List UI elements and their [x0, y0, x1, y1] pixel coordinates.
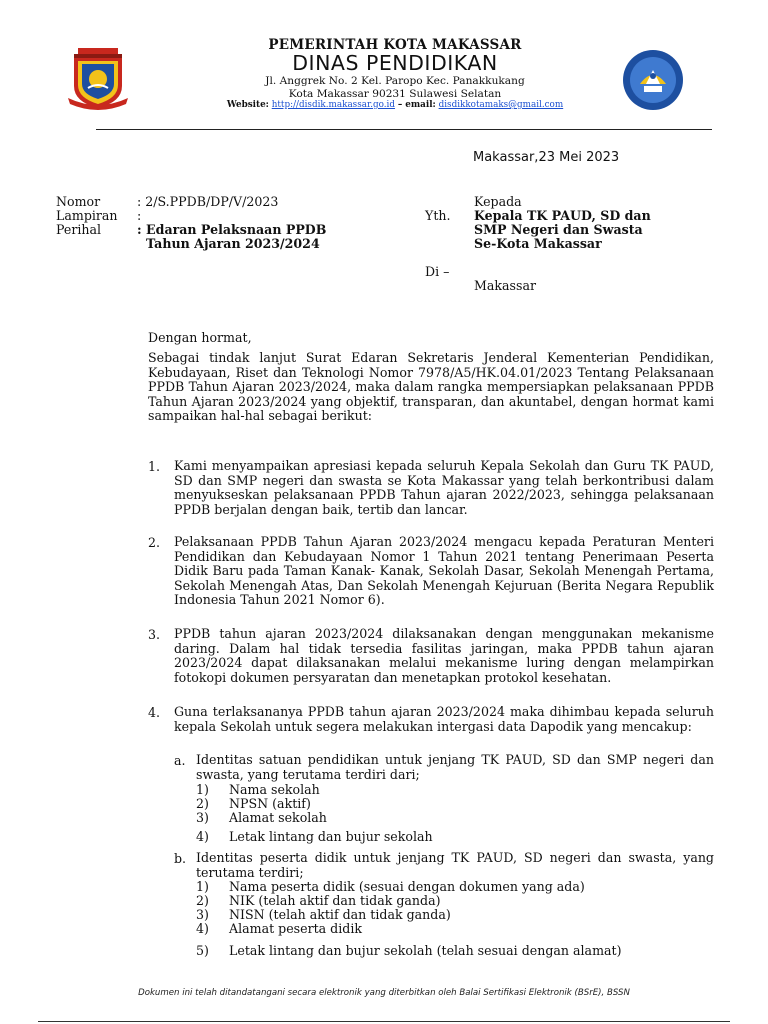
- perihal-value-line-1: : Edaran Pelaksnaan PPDB: [137, 222, 327, 237]
- sub-b-point-3-number: 3): [196, 907, 209, 922]
- recipient-city: Makassar: [474, 278, 536, 293]
- sub-a-point-1-number: 1): [196, 782, 209, 797]
- item-3-text: PPDB tahun ajaran 2023/2024 dilaksanakan dengan menggunakan mekanisme daring. Dalam hal tidak tersedia fasilitas jaringan, maka PPDB tahun ajaran 2023/2024 dapat dilaksanakan melalui mekanisme luring dengan melampirkan fotokopi dokumen persyaratan dan menetapkan protokol kesehatan.: [174, 626, 714, 685]
- email-label: – email:: [397, 100, 436, 110]
- sub-b-point-5-number: 5): [196, 943, 209, 958]
- sub-a-letter: a.: [174, 753, 186, 768]
- item-1-text: Kami menyampaikan apresiasi kepada seluruh Kepala Sekolah dan Guru TK PAUD, SD dan SMP negeri dan swasta se Kota Makassar yang telah berkontribusi dalam menyukseskan pelaksanaan PPDB Tahun ajaran 2022/2023, sehingga pelaksanaan PPDB berjalan dengan baik, tertib dan lancar.: [174, 458, 714, 517]
- government-name: PEMERINTAH KOTA MAKASSAR: [268, 37, 522, 53]
- footer-divider: [38, 1021, 730, 1022]
- sub-b-point-2-text: NIK (telah aktif dan tidak ganda): [229, 893, 441, 908]
- sub-b-point-4-text: Alamat peserta didik: [229, 921, 362, 936]
- item-4-text: Guna terlaksananya PPDB tahun ajaran 2023/2024 maka dihimbau kepada seluruh kepala Sekolah untuk segera melakukan intergasi data Dapodik yang mencakup:: [174, 704, 714, 734]
- sub-b-point-4-number: 4): [196, 921, 209, 936]
- makassar-city-emblem-icon: [64, 46, 132, 110]
- recipient-line-2: SMP Negeri dan Swasta: [474, 222, 643, 237]
- recipient-line-1: Kepala TK PAUD, SD dan: [474, 208, 651, 223]
- sub-b-point-1-text: Nama peserta didik (sesuai dengan dokumen yang ada): [229, 879, 585, 894]
- di-label: Di –: [425, 264, 450, 279]
- sub-b-point-1-number: 1): [196, 879, 209, 894]
- lampiran-value: :: [137, 208, 142, 223]
- recipient-line-3: Se-Kota Makassar: [474, 236, 602, 251]
- agency-name: DINAS PENDIDIKAN: [292, 51, 498, 75]
- sub-a-text: Identitas satuan pendidikan untuk jenjang TK PAUD, SD dan SMP negeri dan swasta, yang terutama terdiri dari;: [196, 752, 714, 782]
- perihal-value-line-2: Tahun Ajaran 2023/2024: [146, 236, 320, 251]
- tut-wuri-handayani-emblem-icon: [620, 48, 686, 112]
- kepada-label: Kepada: [474, 194, 522, 209]
- sub-b-text: Identitas peserta didik untuk jenjang TK PAUD, SD negeri dan swasta, yang terutama terdiri;: [196, 850, 714, 880]
- sub-b-point-3-text: NISN (telah aktif dan tidak ganda): [229, 907, 451, 922]
- email-link[interactable]: disdikkotamaks@gmail.com: [438, 100, 564, 110]
- sub-b-letter: b.: [174, 851, 187, 866]
- letterhead-divider: [96, 129, 712, 130]
- nomor-value: : 2/S.PPDB/DP/V/2023: [137, 194, 279, 209]
- sub-a-point-3-text: Alamat sekolah: [229, 810, 327, 825]
- sub-a-point-4-number: 4): [196, 829, 209, 844]
- website-label: Website:: [226, 100, 269, 110]
- sub-a-point-4-text: Letak lintang dan bujur sekolah: [229, 829, 433, 844]
- item-2-number: 2.: [148, 535, 161, 550]
- website-link[interactable]: http://disdik.makassar.go.id: [271, 100, 396, 110]
- item-4-number: 4.: [148, 705, 161, 720]
- sub-b-point-5-text: Letak lintang dan bujur sekolah (telah sesuai dengan alamat): [229, 943, 622, 958]
- item-1-number: 1.: [148, 459, 161, 474]
- perihal-label: Perihal: [56, 222, 102, 237]
- intro-paragraph: Sebagai tindak lanjut Surat Edaran Sekretaris Jenderal Kementerian Pendidikan, Kebudayaan, Riset dan Teknologi Nomor 7978/A5/HK.04.01/2023 Tentang Pelaksanaan PPDB Tahun Ajaran 2023/2024, maka dalam rangka mempersiapkan pelaksanaan PPDB Tahun Ajaran 2023/2024 yang objektif, transparan, dan akuntabel, dengan hormat kami sampaikan hal-hal sebagai berikut:: [148, 350, 714, 424]
- sub-a-point-2-number: 2): [196, 796, 209, 811]
- sub-a-point-3-number: 3): [196, 810, 209, 825]
- sub-b-point-2-number: 2): [196, 893, 209, 908]
- yth-label: Yth.: [425, 208, 451, 223]
- address-line-1: Jl. Anggrek No. 2 Kel. Paropo Kec. Panakkukang: [265, 75, 525, 87]
- sub-a-point-1-text: Nama sekolah: [229, 782, 320, 797]
- salutation: Dengan hormat,: [148, 330, 252, 345]
- contact-line: [200, 100, 590, 110]
- sub-a-point-2-text: NPSN (aktif): [229, 796, 311, 811]
- address-line-2: Kota Makassar 90231 Sulawesi Selatan: [288, 88, 502, 100]
- electronic-signature-note: Dokumen ini telah ditandatangani secara elektronik yang diterbitkan oleh Balai Sertifikasi Elektronik (BSrE), BSSN: [138, 988, 630, 998]
- item-3-number: 3.: [148, 627, 161, 642]
- lampiran-label: Lampiran: [56, 208, 118, 223]
- place-date: Makassar,23 Mei 2023: [473, 150, 620, 165]
- nomor-label: Nomor: [56, 194, 101, 209]
- item-2-text: Pelaksanaan PPDB Tahun Ajaran 2023/2024 mengacu kepada Peraturan Menteri Pendidikan dan Kebudayaan Nomor 1 Tahun 2021 tentang Penerimaan Peserta Didik Baru pada Taman Kanak- Kanak, Sekolah Dasar, Sekolah Menengah Pertama, Sekolah Menengah Atas, Dan Sekolah Menengah Kejuruan (Berita Negara Republik Indonesia Tahun 2021 Nomor 6).: [174, 534, 714, 608]
